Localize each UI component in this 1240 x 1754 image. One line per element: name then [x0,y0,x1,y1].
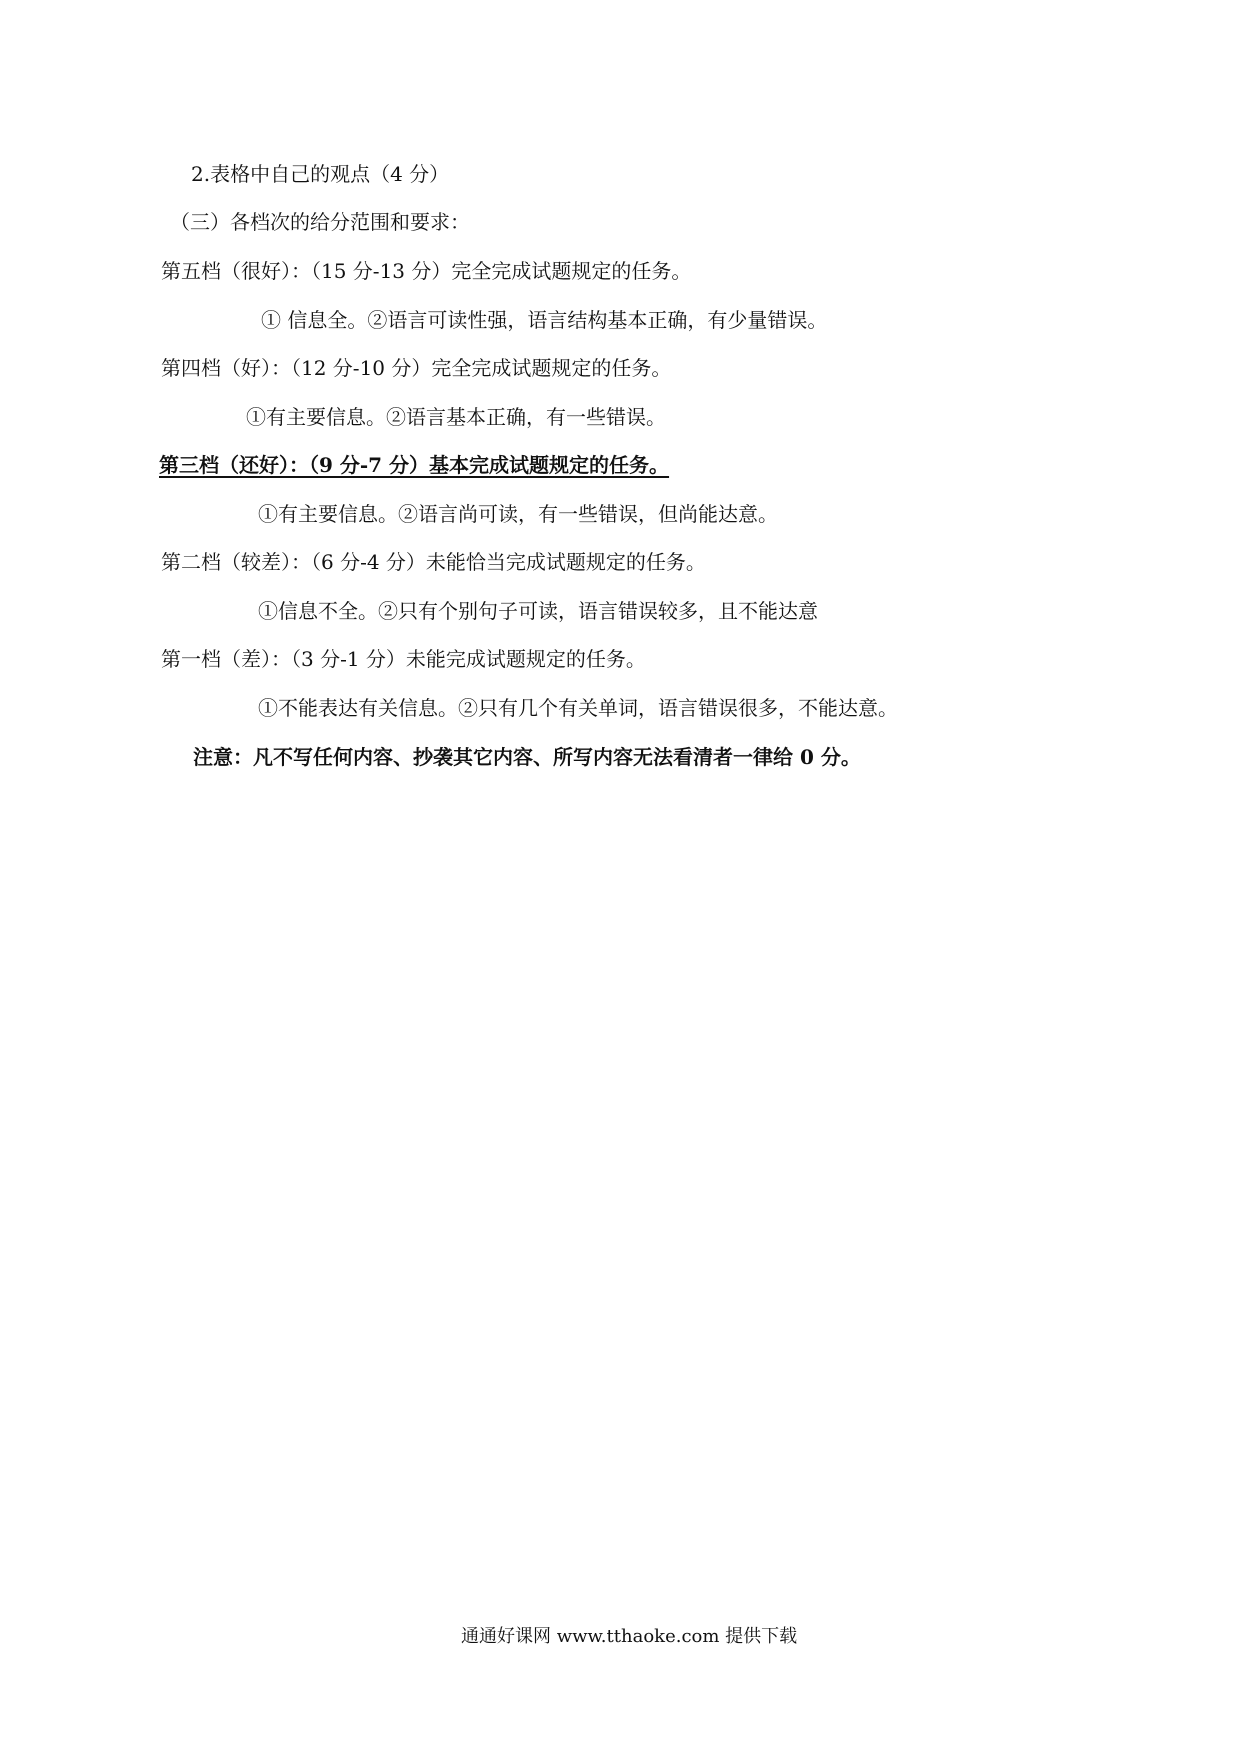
grade-5-detail: ① 信息全。②语言可读性强，语言结构基本正确，有少量错误。 [261,308,828,332]
grade-3-heading: 第三档（还好）：（9 分-7 分）基本完成试题规定的任务。 [159,453,670,477]
grade-2-heading: 第二档（较差）：（6 分-4 分）未能恰当完成试题规定的任务。 [161,550,706,574]
grade-3-detail: ①有主要信息。②语言尚可读，有一些错误，但尚能达意。 [258,502,778,526]
grade-4-detail: ①有主要信息。②语言基本正确，有一些错误。 [246,405,666,429]
footer-source: 通通好课网 www.tthaoke.com 提供下载 [461,1626,798,1647]
section-heading-3: （三）各档次的给分范围和要求： [170,210,470,234]
note-text: 注意：凡不写任何内容、抄袭其它内容、所写内容无法看清者一律给 0 分。 [193,745,861,769]
section-item-2: 2.表格中自己的观点（4 分） [191,162,450,186]
grade-5-heading: 第五档（很好）：（15 分-13 分）完全完成试题规定的任务。 [161,259,692,283]
grade-1-detail: ①不能表达有关信息。②只有几个有关单词，语言错误很多，不能达意。 [258,696,898,720]
grade-4-heading: 第四档（好）：（12 分-10 分）完全完成试题规定的任务。 [161,356,672,380]
grade-1-heading: 第一档（差）：（3 分-1 分）未能完成试题规定的任务。 [161,647,646,671]
grade-2-detail: ①信息不全。②只有个别句子可读，语言错误较多，且不能达意 [258,599,818,623]
